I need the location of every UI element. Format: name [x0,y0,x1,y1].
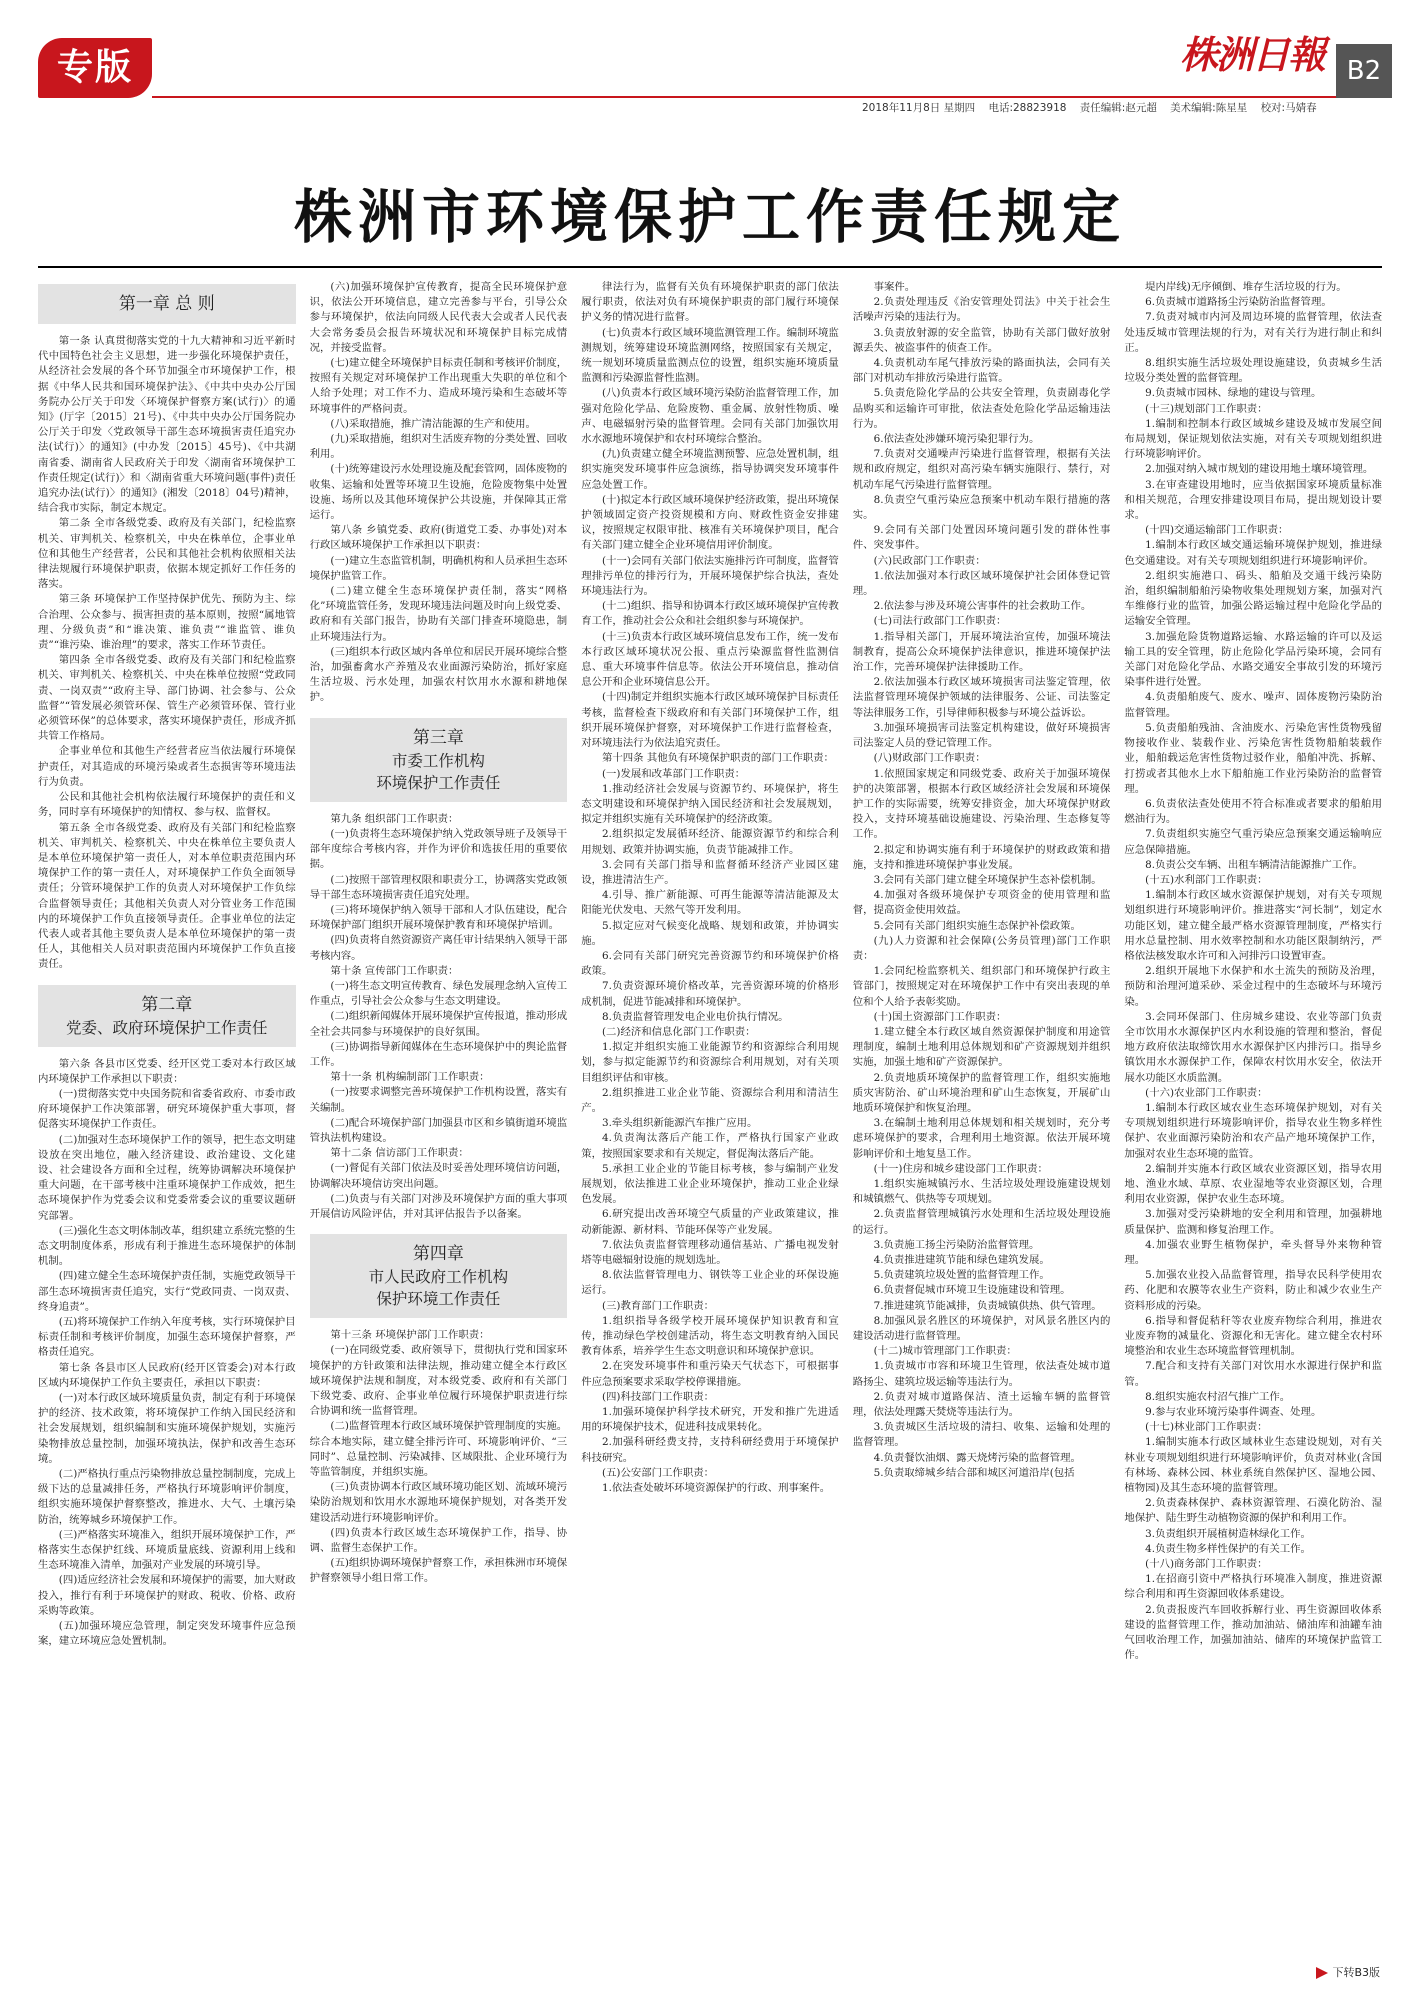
article-paragraph: (一)建立生态监管机制，明确机构和人员承担生态环境保护监管工作。 [309,554,568,582]
article-paragraph: 5.加强农业投入品监督管理，指导农民科学使用农药、化肥和农膜等农业生产资料，防止和减少农业生产资料形成的污染。 [1124,1269,1382,1312]
article-paragraph: 4.负责生物多样性保护的有关工作。 [1145,1542,1311,1555]
article-paragraph: 第五条 全市各级党委、政府及有关部门和纪检监察机关、审判机关、检察机关、中央在株单位主要负责人是本单位环境保护第一责任人，对本单位职责范围内环境保护工作的第一责任人，对环境保护工作负全面领导责任；分管环境保护工作的负责人对环境保护工作负综合监督领导责任；其他相关负责人对分管业务工作范围内的环境保护工作负直接领导责任。企事业单位的法定代表人或者其他主要负责人是本单位环境保护的第一责任人，其他相关人员对职责范围内环境保护工作负直接责任。 [38,821,296,971]
article-paragraph: 第四条 全市各级党委、政府及有关部门和纪检监察机关、审判机关、检察机关、中央在株单位按照“党政同责、一岗双责”“政府主导、部门协调、社会参与、公众监督”“管发展必须管环保、管生产必须管环保、管行业必须管环保”的总体要求，落实环境保护责任，形成齐抓共管工作格局。 [38,654,296,743]
article-paragraph: 第七条 各县市区人民政府(经开区管委会)对本行政区域内环境保护工作负主要责任，承担以下职责： [38,1361,296,1389]
article-paragraph: (三)负责协调本行政区域环境功能区划、流域环境污染防治规划和饮用水水源地环境保护规划，对各类开发建设活动进行环境影响评价。 [309,1481,568,1524]
article-paragraph: 2.拟定和协调实施有利于环境保护的财政政策和措施，支持和推进环境保护事业发展。 [852,843,1111,871]
article-paragraph: (十)国土资源部门工作职责： [873,1010,1007,1023]
article-paragraph: 7.依法负责监督管理移动通信基站、广播电视发射塔等电磁辐射设施的规划选址。 [581,1238,839,1266]
article-paragraph: (二)负责与有关部门对涉及环境保护方面的重大事项开展信访风险评估，并对其评估报告予以备案。 [309,1192,568,1220]
article-paragraph: 8.加强风景名胜区的环境保护，对风景名胜区内的建设活动进行监督管理。 [852,1314,1111,1343]
article-paragraph: 8.负责监督管理发电企业电价执行情况。 [601,1010,789,1023]
article-paragraph: 事案件。 [873,281,916,293]
newspaper-logo: 株洲日報 [1180,32,1325,77]
article-paragraph: 第十一条 机构编制部门工作职责： [330,1071,490,1084]
article-paragraph: (二)经济和信息化部门工作职责： [601,1025,756,1038]
article-paragraph: 4.引导、推广新能源、可再生能源等清洁能源及太阳能光伏发电、天然气等开发利用。 [581,889,839,917]
article-paragraph: (六)民政部门工作职责： [873,554,986,567]
text-column [853,280,1111,1960]
text-column [581,280,839,1960]
article-paragraph: 6.会同有关部门研究完善资源节约和环境保护价格政策。 [581,949,839,978]
article-paragraph: 7.负责组织实施空气重污染应急预案交通运输响应应急保障措施。 [1124,828,1382,856]
article-paragraph: (四)科技部门工作职责： [601,1390,714,1403]
article-paragraph: 1.推动经济社会发展与资源节约、环境保护，将生态文明建设和环境保护纳入国民经济和社会发展规划，拟定并组织实施有关环境保护的经济政策。 [581,782,839,826]
article-paragraph: (四)负责将自然资源资产离任审计结果纳入领导干部考核内容。 [309,934,568,962]
article-paragraph: 3.负责组织开展植树造林绿化工作。 [1145,1527,1311,1540]
article-paragraph: (十二)城市管理部门工作职责： [873,1345,1017,1358]
article-paragraph: 3.在编制土地利用总体规划和相关规划时，充分考虑环境保护的要求，合理利用土地资源。依法开展环境影响评价和土地复垦工作。 [852,1117,1111,1160]
issue-date: 2018年11月8日 星期四 [862,102,976,114]
article-paragraph: 2.组织推进工业企业节能、资源综合利用和清洁生产。 [581,1086,839,1114]
article-paragraph: (十二)组织、指导和协调本行政区域环境保护宣传教育工作，推动社会公众和社会组织参与环境保护。 [581,600,839,628]
chapter-heading-line: 市人民政府工作机构 [368,1268,509,1287]
article-paragraph: (二)监督管理本行政区域环境保护管理制度的实施。综合本地实际，建立健全排污许可、环境影响评价、“三同时”、总量控制、污染减排、区域限批、企业环境行为等监管制度，并组织实施。 [309,1420,568,1478]
article-paragraph: 1.负责城市市容和环境卫生管理，依法查处城市道路扬尘、建筑垃圾运输等违法行为。 [852,1360,1111,1388]
article-paragraph: 2.依法加强本行政区域环境损害司法鉴定管理，依法监督管理环境保护领域的法律服务、公证、司法鉴定等法律服务工作，引导律师积极参与环境公益诉讼。 [852,676,1111,719]
article-paragraph: (一)负责将生态环境保护纳入党政领导班子及领导干部年度综合考核内容，并作为评价和选拔任用的重要依据。 [309,827,568,871]
article-paragraph: (十七)林业部门工作职责： [1145,1421,1268,1434]
article-paragraph: 9.参与农业环境污染事件调查、处理。 [1145,1406,1322,1419]
article-paragraph: 3.加强环境损害司法鉴定机构建设，做好环境损害司法鉴定人员的登记管理工作。 [852,721,1111,750]
article-paragraph: 1.依法加强对本行政区域环境保护社会团体登记管理。 [852,569,1111,598]
article-paragraph: 2.负责处理违反《治安管理处罚法》中关于社会生活噪声污染的违法行为。 [852,296,1111,324]
article-paragraph: 5.负责建筑垃圾处置的监督管理工作。 [873,1269,1050,1282]
next-page-label: 下转B3版 [1332,1966,1380,1979]
article-paragraph: 4.加强对各级环境保护专项资金的使用管理和监督，提高资金使用效益。 [852,889,1111,917]
text-column [38,280,296,1960]
article-paragraph: 律法行为，监督有关负有环境保护职责的部门依法履行职责，依法对负有环境保护职责的部门履行环境保护义务的情况进行监督。 [581,281,839,324]
article-paragraph: 5.负责取缔城乡结合部和城区河道沿岸(包括 [873,1466,1075,1479]
article-paragraph: (十三)规划部门工作职责： [1145,402,1268,415]
section-tag: 专版 [38,38,152,98]
article-paragraph: 第十条 宣传部门工作职责： [330,964,459,977]
article-paragraph: 1.组织指导各级学校开展环境保护知识教育和宣传，推动绿色学校创建活动，将生态文明教育纳入国民教育体系，培养学生生态文明意识和环境保护意识。 [581,1314,839,1358]
article-paragraph: (七)建立健全环境保护目标责任制和考核评价制度，按照有关规定对环境保护工作出现重大失职的单位和个人给予处理；对工作不力、造成环境污染和生态破坏等环境事件的严格问责。 [309,357,568,415]
article-paragraph: 1.组织实施城镇污水、生活垃圾处理设施建设规划和城镇燃气、供热等专项规划。 [852,1177,1111,1206]
article-paragraph: (十四)制定并组织实施本行政区域环境保护目标责任考核，监督检查下级政府和有关部门环境保护工作，组织开展环境保护督察，对环境保护工作进行监督检查，对环境违法行为依法追究责任。 [581,691,839,750]
article-paragraph: 4.负责餐饮油烟、露天烧烤污染的监督管理。 [873,1451,1081,1464]
article-paragraph: (九)采取措施，组织对生活废弃物的分类处置、回收利用。 [309,433,568,461]
article-paragraph: (九)负责建立健全环境监测预警、应急处置机制，组织实施突发环境事件应急演练，指导协调突发环境事件应急处置工作。 [581,448,839,491]
article-paragraph: 3.加强对受污染耕地的安全利用和管理，加强耕地质量保护、监测和修复治理工作。 [1124,1208,1382,1236]
article-paragraph: 7.配合和支持有关部门对饮用水水源进行保护和监管。 [1124,1360,1382,1388]
article-paragraph: 第一条 认真贯彻落实党的十九大精神和习近平新时代中国特色社会主义思想，进一步强化环境保护责任，从经济社会发展的各个环节加强全市环境保护工作，根据《中华人民共和国环境保护法》、《中共中央办公厅国务院办公厅关于印发〈环境保护督察方案(试行)〉的通知》(厅字〔2015〕21号)、《中共中央办公厅国务院办公厅关于印发〈党政领导干部生态环境损害责任追究办法(试行)〉的通知》(中办发〔2015〕45号)、《中共湖南省委、湖南省人民政府关于印发〈湖南省环境保护工作责任规定(试行)〉和〈湖南省重大环境问题(事件)责任追究办法(试行)〉的通知》(湘发〔2018〕04号)精神，结合我市实际，制定本规定。 [38,335,296,515]
article-body [38,280,1382,1960]
article-paragraph: 公民和其他社会机构依法履行环境保护的责任和义务，同时享有环境保护的知情权、参与权、监督权。 [38,791,296,819]
article-paragraph: 1.依照国家规定和同级党委、政府关于加强环境保护的决策部署，根据本行政区域经济社会发展和环境保护工作的实际需要，统筹安排资金，加大环境保护财政投入，支持环境基础设施建设、污染治理、生态修复等工作。 [852,767,1111,841]
article-paragraph: 2.组织实施港口、码头、船舶及交通干线污染防治，组织编制船舶污染物收集处理规划方案，加强对汽车维修行业的监管，加强公路运输过程中危险化学品的运输安全管理。 [1124,569,1382,628]
article-paragraph: 1.编制和控制本行政区域城乡建设及城市发展空间布局规划，保证规划依法实施，对有关专项规划组织进行环境影响评价。 [1124,417,1382,461]
article-paragraph: (四)适应经济社会发展和环境保护的需要，加大财政投入，推行有利于环境保护的财政、税收、价格、政府采购等政策。 [38,1574,296,1617]
article-paragraph: (七)司法行政部门工作职责： [873,615,1007,628]
article-paragraph: 2.在突发环境事件和重污染天气状态下，可根据事件应急预案要求采取学校停课措施。 [581,1360,839,1388]
article-paragraph: (五)公安部门工作职责： [601,1466,714,1479]
article-paragraph: (三)教育部门工作职责： [601,1299,714,1312]
article-paragraph: 第六条 各县市区党委、经开区党工委对本行政区域内环境保护工作承担以下职责： [38,1057,296,1085]
article-paragraph: (十一)住房和城乡建设部门工作职责： [873,1162,1048,1175]
article-paragraph: 1.编制本行政区域水资源保护规划，对有关专项规划组织进行环境影响评价。推进落实“河长制”，划定水功能区划，建立健全最严格水资源管理制度，严格实行用水总量控制、用水效率控制和水功能区限制纳污，严格依法核发取水许可和入河排污口设置审查。 [1124,889,1382,962]
chapter-heading-line: 市委工作机构 [391,751,485,770]
article-paragraph: 8.依法监督管理电力、钢铁等工业企业的环保设施运行。 [581,1269,839,1297]
article-paragraph: 第十三条 环境保护部门工作职责： [330,1329,490,1342]
article-paragraph: (六)加强环境保护宣传教育，提高全民环境保护意识，依法公开环境信息，建立完善参与平台，引导公众参与环境保护，依法向同级人民代表大会或者人民代表大会常务委员会报告环境状况和环境保护目标完成情况，并接受监督。 [309,281,568,354]
article-paragraph: 5.拟定应对气候变化战略、规划和政策，并协调实施。 [581,919,839,947]
article-paragraph: 1.在招商引资中严格执行环境准入制度，推进资源综合利用和再生资源回收体系建设。 [1124,1573,1382,1601]
article-paragraph: 9.会同有关部门处置因环境问题引发的群体性事件、突发事件。 [852,524,1111,552]
article-paragraph: (十一)会同有关部门依法实施排污许可制度，监督管理排污单位的排污行为，开展环境保护综合执法，查处环境违法行为。 [581,554,839,598]
article-paragraph: 第十四条 其他负有环境保护职责的部门工作职责： [601,752,834,765]
article-paragraph: (二)组织新闻媒体开展环境保护宣传报道，推动形成全社会共同参与环境保护的良好氛围。 [309,1010,568,1038]
article-paragraph: 1.拟定并组织实施工业能源节约和资源综合利用规划，参与拟定能源节约和资源综合利用规划，对有关项目组织评估和审核。 [581,1041,839,1084]
phone: 电话:28823918 [988,102,1067,114]
article-paragraph: 8.组织实施生活垃圾处理设施建设，负责城乡生活垃圾分类处置的监督管理。 [1124,357,1382,385]
article-paragraph: 3.会同环保部门、住房城乡建设、农业等部门负责全市饮用水水源保护区内水利设施的管理和整治，督促地方政府依法取缔饮用水水源保护区内排污口。指导乡镇饮用水水源保护工作，保障农村饮用水安全，依法开展水功能区水质监测。 [1124,1010,1382,1084]
article-paragraph: 4.负责淘汰落后产能工作，严格执行国家产业政策，按照国家要求和有关规定，督促淘汰落后产能。 [581,1132,839,1160]
page-number: B2 [1336,44,1392,98]
article-paragraph: (十)统筹建设污水处理设施及配套管网，固体废物的收集、运输和处置等环境卫生设施，危险废物集中处置设施、场所以及其他环境保护公共设施，并保障其正常运行。 [309,463,568,522]
article-paragraph: 第九条 组织部门工作职责： [330,812,459,825]
article-paragraph: (四)负责本行政区域生态环境保护工作，指导、协调、监督生态保护工作。 [309,1526,568,1555]
article-paragraph: 3.负责施工扬尘污染防治监督管理。 [873,1238,1040,1251]
article-paragraph: 1.编制实施本行政区域林业生态建设规划，对有关林业专项规划组织进行环境影响评价，负责对林业(含国有林场、森林公园、林业系统自然保护区、湿地公园、植物园)及其生态环境的监督管理。 [1124,1436,1382,1495]
article-paragraph: 8.组织实施农村沼气推广工作。 [1145,1390,1291,1403]
article-paragraph: 2.负责地质环境保护的监督管理工作，组织实施地质灾害防治、矿山环境治理和矿山生态恢复，开展矿山地质环境保护和恢复治理。 [852,1071,1111,1114]
article-paragraph: 6.负责依法查处使用不符合标准或者要求的船舶用燃油行为。 [1124,797,1382,826]
article-paragraph: 1.指导相关部门，开展环境法治宣传，加强环境法制教育，提高公众环境保护法律意识，推进环境保护法治工作，完善环境保护法律援助工作。 [852,630,1111,674]
article-paragraph: (一)按要求调整完善环境保护工作机构设置，落实有关编制。 [309,1086,568,1114]
article-paragraph: (一)在同级党委、政府领导下，贯彻执行党和国家环境保护的方针政策和法律法规，推动建立健全本行政区域环境保护法规和制度，对本级党委、政府和有关部门下级党委、政府、企事业单位履行环境保护职责进行综合协调和统一监督管理。 [309,1344,568,1418]
article-paragraph: (八)采取措施，推广清洁能源的生产和使用。 [330,417,536,430]
article-paragraph: 2.负责报废汽车回收拆解行业、再生资源回收体系建设的监督管理工作，推动加油站、储油库和油罐车油气回收治理工作，加强加油站、储库的环境保护监管工作。 [1124,1603,1382,1662]
article-paragraph: 3.在审查建设用地时，应当依据国家环境质量标准和相关规范，合理安排建设项目布局，提出规划设计要求。 [1124,478,1382,522]
chapter-heading-line: 环境保护工作责任 [376,773,501,792]
article-paragraph: (一)督促有关部门依法及时妥善处理环境信访问题，协调解决环境信访突出问题。 [309,1162,568,1190]
article-paragraph: (三)将环境保护纳入领导干部和人才队伍建设，配合环境保护部门组织开展环境保护教育和环境保护培训。 [309,903,568,932]
article-paragraph: 6.研究提出改善环境空气质量的产业政策建议，推动新能源、新材料、节能环保等产业发展。 [581,1208,839,1236]
article-paragraph: 4.加强农业野生植物保护，牵头督导外来物种管理。 [1124,1238,1382,1266]
article-paragraph: (七)负责本行政区域环境监测管理工作。编制环境监测规划，统筹建设环境监测网络，按照国家有关规定，统一规划环境质量监测点位的设置，组织实施环境质量监测和污染源监督性监测。 [581,326,839,385]
article-paragraph: (十)拟定本行政区域环境保护经济政策，提出环境保护领域固定资产投资规模和方向、财政性资金安排建议，按照规定权限审批、核准有关环境保护项目，配合有关部门建立健全企业环境信用评价制度。 [581,493,839,552]
article-paragraph: (十四)交通运输部门工作职责： [1145,524,1289,537]
article-paragraph: 企事业单位和其他生产经营者应当依法履行环境保护责任，对其造成的环境污染或者生态损害等环境违法行为负责。 [38,745,296,788]
article-paragraph: 7.推进建筑节能减排，负责城镇供热、供气管理。 [873,1299,1102,1312]
article-paragraph: (十八)商务部门工作职责： [1145,1558,1268,1571]
article-paragraph: 3.牵头组织新能源汽车推广应用。 [601,1117,758,1130]
article-paragraph: (三)强化生态文明体制改革，组织建立系统完整的生态文明制度体系，形成有利于推进生态环境保护的体制机制。 [38,1224,296,1268]
article-paragraph: 3.会同有关部门建立健全环境保护生态补偿机制。 [873,873,1102,886]
article-paragraph: (三)协调指导新闻媒体在生态环境保护中的舆论监督工作。 [309,1040,568,1068]
header-rule [152,96,1382,98]
article-paragraph: 7.负责对交通噪声污染进行监督管理，根据有关法规和政府规定，组织对高污染车辆实施限行、禁行，对机动车尾气污染进行监督管理。 [852,448,1111,491]
article-paragraph: 1.编制本行政区域交通运输环境保护规划，推进绿色交通建设。对有关专项规划组织进行环境影响评价。 [1124,539,1382,567]
article-paragraph: (一)贯彻落实党中央国务院和省委省政府、市委市政府环境保护工作决策部署，研究环境保护重大事项，督促落实环境保护工作责任。 [38,1087,296,1131]
chapter-heading-line: 第三章 [412,727,464,748]
page-header [0,0,1420,112]
article-paragraph: 2.负责森林保护、森林资源管理、石漠化防治、湿地保护、陆生野生动植物资源的保护和利用工作。 [1124,1497,1382,1525]
article-paragraph: (五)加强环境应急管理，制定突发环境事件应急预案，建立环境应急处置机制。 [38,1620,296,1648]
art-editor: 美术编辑:陈星星 [1170,102,1248,114]
article-paragraph: (二)建立健全生态环境保护责任制，落实“网格化”环境监管任务，发现环境违法问题及时向上级党委、政府和有关部门报告，协助有关部门排查环境隐患，制止环境违法行为。 [309,585,568,643]
article-paragraph: (十五)水利部门工作职责： [1145,873,1268,886]
article-paragraph: 4.负责机动车尾气排放污染的路面执法，会同有关部门对机动车排放污染进行监管。 [852,357,1111,385]
article-paragraph: 6.依法查处涉嫌环境污染犯罪行为。 [873,433,1040,446]
text-column [1124,280,1382,1960]
article-paragraph: 2.组织开展地下水保护和水土流失的预防及治理，预防和治理河道采砂、采金过程中的生态破坏与环境污染。 [1124,965,1382,1008]
title-rule [38,266,1382,268]
continuation-note[interactable] [1316,1964,1380,1980]
article-paragraph: 1.加强环境保护科学技术研究，开发和推广先进适用的环境保护技术，促进科技成果转化。 [581,1406,839,1434]
article-title: 株洲市环境保护工作责任规定 [293,183,1126,251]
article-paragraph: 1.编制本行政区域农业生态环境保护规划，对有关专项规划组织进行环境影响评价，指导农业生物多样性保护、农业面源污染防治和农产品产地环境保护工作，加强对农业生态环境的监管。 [1124,1101,1382,1160]
article-paragraph: 3.负责城区生活垃圾的清扫、收集、运输和处理的监督管理。 [852,1421,1111,1449]
editor: 责任编辑:赵元超 [1079,102,1157,114]
chapter-heading-line: 党委、政府环境保护工作责任 [66,1018,268,1037]
article-paragraph: 2.加强科研经费支持，支持科研经费用于环境保护科技研究。 [581,1436,839,1464]
article-paragraph: 3.负责放射源的安全监管，协助有关部门做好放射源丢失、被盗事件的侦查工作。 [852,326,1111,354]
article-paragraph: 5.负责船舶残油、含油废水、污染危害性货物残留物接收作业、装载作业、污染危害性货物船舶装载作业，船舶载运危害性货物过驳作业，船舶冲洗、拆解、打捞或者其他水上水下船舶施工作业污染防治的监督管理。 [1124,721,1382,795]
article-paragraph: (一)发展和改革部门工作职责： [601,767,746,780]
article-paragraph: (三)严格落实环境准入，组织开展环境保护工作，严格落实生态保护红线、环境质量底线、资源利用上线和生态环境准入清单，加强对产业发展的环境引导。 [38,1528,296,1572]
article-paragraph: 5.负责危险化学品的公共安全管理，负责剧毒化学品购买和运输许可审批，依法查处危险化学品运输违法行为。 [852,387,1111,430]
article-paragraph: (二)配合环境保护部门加强县市区和乡镇街道环境监管执法机构建设。 [309,1116,568,1144]
chapter-heading [38,284,296,324]
article-paragraph: (八)财政部门工作职责： [873,752,986,765]
article-paragraph: 6.指导和督促秸秆等农业废弃物综合利用，推进农业废弃物的减量化、资源化和无害化。建立健全农村环境整治和农业生态环境监督管理机制。 [1124,1314,1382,1358]
article-paragraph: 2.编制并实施本行政区域农业资源区划，指导农用地、渔业水域、草原、农业湿地等农业资源区划，合理利用农业资源，保护农业生态环境。 [1124,1162,1382,1206]
article-paragraph: 2.加强对纳入城市规划的建设用地土壤环境管理。 [1145,463,1374,476]
article-paragraph: 第十二条 信访部门工作职责： [330,1147,469,1160]
article-paragraph: (三)组织本行政区域内各单位和居民开展环境综合整治，加强畜禽水产养殖及农业面源污染防治，抓好家庭生活垃圾、污水处理，加强农村饮用水水源和耕地保护。 [309,645,568,704]
article-paragraph: 6.负责督促城市环境卫生设施建设和管理。 [873,1284,1071,1297]
article-paragraph: 8.负责空气重污染应急预案中机动车限行措施的落实。 [852,493,1111,522]
chapter-heading [310,1234,568,1318]
article-paragraph: 第三条 环境保护工作坚持保护优先、预防为主、综合治理、公众参与、损害担责的基本原则，按照“属地管理、分级负责”和“谁决策、谁负责”“谁监管、谁负责”“谁污染、谁治理”的要求，落实工作环节责任。 [38,593,296,652]
article-paragraph: (八)负责本行政区域环境污染防治监督管理工作，加强对危险化学品、危险废物、重金属、放射性物质、噪声、电磁辐射污染的监督管理。会同有关部门加强饮用水水源地环境保护和农村环境综合整治。 [581,387,839,446]
article-paragraph: (五)组织协调环境保护督察工作，承担株洲市环境保护督察领导小组日常工作。 [309,1557,568,1585]
article-paragraph: (十六)农业部门工作职责： [1145,1086,1268,1099]
chapter-heading-line: 第四章 [412,1244,464,1265]
article-paragraph: 2.依法参与涉及环境公害事件的社会救助工作。 [873,600,1092,613]
article-paragraph: 第八条 乡镇党委、政府(街道党工委、办事处)对本行政区域环境保护工作承担以下职责： [309,524,568,552]
article-paragraph: (五)将环境保护工作纳入年度考核，实行环境保护目标责任制和考核评价制度，加强生态环境保护督察，严格责任追究。 [38,1315,296,1359]
article-paragraph: 9.负责城市园林、绿地的建设与管理。 [1145,387,1322,400]
chapter-heading [310,718,568,802]
chapter-heading-line: 保护环境工作责任 [376,1290,501,1309]
article-paragraph: (四)建立健全生态环境保护责任制，实施党政领导干部生态环境损害责任追究，实行“党政同责、一岗双责、终身追责”。 [38,1270,296,1313]
article-paragraph: 6.负责城市道路扬尘污染防治监督管理。 [1145,296,1332,309]
masthead-info [862,100,1327,115]
article-paragraph: 2.组织拟定发展循环经济、能源资源节约和综合利用规划、政策并协调实施，负责节能减排工作。 [581,828,839,856]
article-paragraph: 5.承担工业企业的节能目标考核，参与编制产业发展规划，依法推进工业企业环境保护，推动工业企业绿色发展。 [581,1162,839,1206]
article-paragraph: 第二条 全市各级党委、政府及有关部门，纪检监察机关、审判机关、检察机关，中央在株单位，企事业单位和其他生产经营者，公民和其他社会机构依照相关法律法规履行环境保护职责，依据本规定抓好工作任务的落实。 [38,517,296,591]
article-paragraph: 7.负责对城市内河及周边环境的监督管理，依法查处违反城市管理法规的行为，对有关行为进行制止和纠正。 [1124,311,1382,354]
article-paragraph: (二)加强对生态环境保护工作的领导，把生态文明建设放在突出地位，融入经济建设、政治建设、文化建设、社会建设各方面和全过程，统筹协调解决环境保护重大问题，在干部考核中注重环境保护工作成效，把生态环境保护作为党委会议和党委常委会议的重要议题研究部署。 [38,1133,296,1222]
article-paragraph: 堤内岸线)无序倾倒、堆存生活垃圾的行为。 [1145,281,1347,293]
article-paragraph: 4.负责推进建筑节能和绿色建筑发展。 [873,1254,1050,1266]
article-paragraph: 2.负责对城市道路保洁、渣土运输车辆的监督管理，依法处理露天焚烧等违法行为。 [852,1390,1111,1419]
article-paragraph: 1.依法查处破坏环境资源保护的行政、刑事案件。 [601,1482,831,1495]
article-paragraph: 3.会同有关部门指导和监督循环经济产业园区建设，推进清洁生产。 [581,858,839,886]
chapter-heading-line: 第一章 总 则 [118,294,215,314]
article-paragraph: 1.会同纪检监察机关、组织部门和环境保护行政主管部门，按照规定对在环境保护工作中有突出表现的单位和个人给予表彰奖励。 [852,965,1111,1008]
article-paragraph: (一)将生态文明宣传教育、绿色发展理念纳入宣传工作重点，引导社会公众参与生态文明建设。 [309,979,568,1008]
article-paragraph: 2.负责监督管理城镇污水处理和生活垃圾处理设施的运行。 [852,1208,1111,1236]
article-paragraph: (一)对本行政区域环境质量负责，制定有利于环境保护的经济、技术政策，将环境保护工作纳入国民经济和社会发展规划，组织编制和实施环境保护规划，实施污染物排放总量控制，加强环境执法，保护和改善生态环境。 [38,1392,296,1465]
article-paragraph: (二)严格执行重点污染物排放总量控制制度，完成上级下达的总量减排任务，严格执行环境影响评价制度，组织实施环境保护督察整改，推进水、大气、土壤污染防治，统筹城乡环境保护工作。 [38,1468,296,1526]
article-paragraph: (九)人力资源和社会保障(公务员管理)部门工作职责： [852,934,1111,962]
article-paragraph: 7.负责资源环境价格改革，完善资源环境的价格形成机制，促进节能减排和环境保护。 [581,980,839,1008]
text-column [310,280,568,1960]
article-paragraph: 1.建立健全本行政区域自然资源保护制度和用途管理制度，编制土地利用总体规划和矿产资源规划并组织实施，加强土地和矿产资源保护。 [852,1025,1111,1069]
article-paragraph: 4.负责船舶废气、废水、噪声、固体废物污染防治监督管理。 [1124,691,1382,719]
article-paragraph: 8.负责公交车辆、出租车辆清洁能源推广工作。 [1145,858,1363,871]
article-paragraph: 5.会同有关部门组织实施生态保护补偿政策。 [873,919,1081,932]
arrow-right-icon [1316,1967,1328,1979]
article-paragraph: (二)按照干部管理权限和职责分工，协调落实党政领导干部生态环境损害责任追究处理。 [309,873,568,901]
chapter-heading-line: 第二章 [141,994,193,1015]
article-paragraph: (十三)负责本行政区域环境信息发布工作，统一发布本行政区域环境状况公报、重点污染源监督性监测信息、重大环境事件信息等。依法公开环境信息，推动信息公开和企业环境信息公开。 [581,630,839,689]
article-paragraph: 3.加强危险货物道路运输、水路运输的许可以及运输工具的安全管理，防止危险化学品污染环境，会同有关部门对危险化学品、水路交通安全事故引发的环境污染事件进行处置。 [1124,630,1382,689]
proofreader: 校对:马婧春 [1260,102,1317,114]
chapter-heading [38,985,296,1047]
